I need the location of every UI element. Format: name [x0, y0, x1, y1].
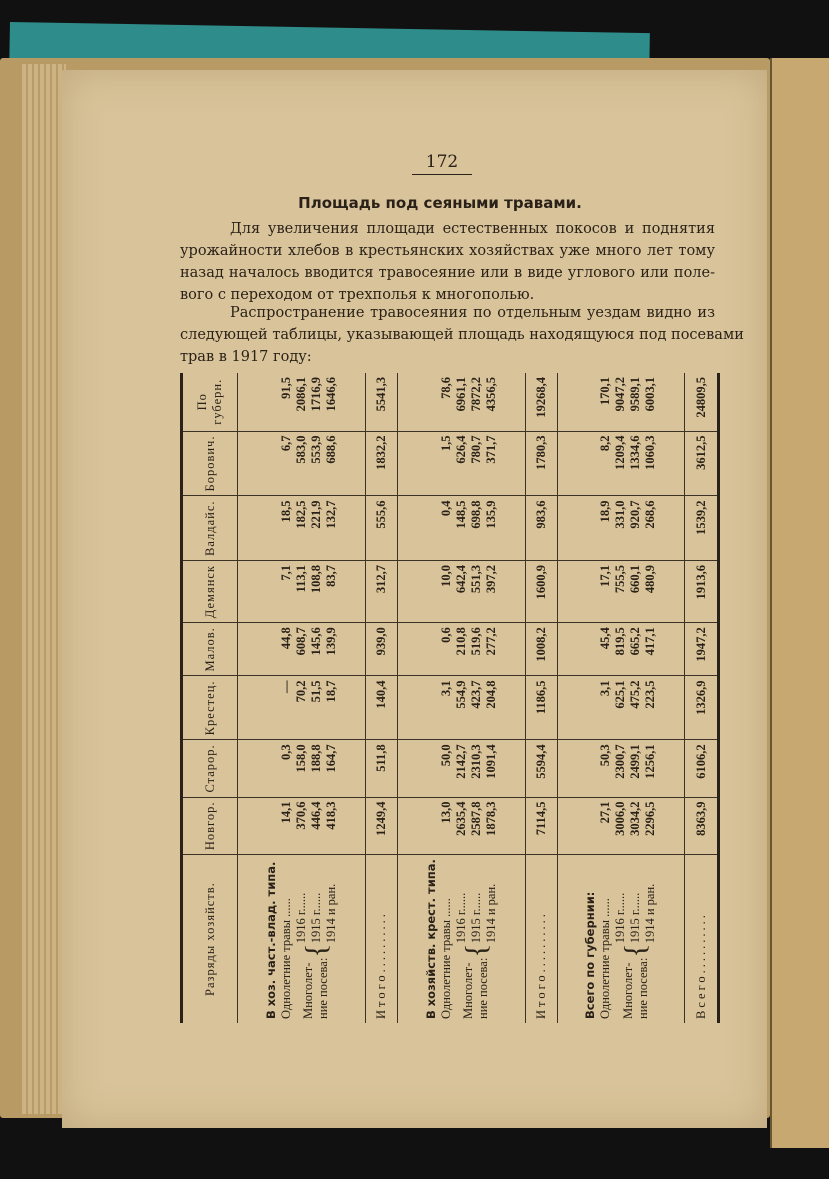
cell-value: 18,5: [278, 500, 293, 523]
cell-value: 608,7: [293, 627, 308, 656]
cell-value: 70,2: [293, 680, 308, 703]
total-value: 140,4: [365, 676, 397, 740]
year-label: 1916 г......: [293, 892, 308, 944]
paragraph-2-line: следующей таблицы, указывающей площадь находящуюся под посевами: [180, 327, 744, 343]
column-header: Борович.: [182, 431, 238, 496]
year-label: 1914 и ран.: [483, 883, 498, 944]
paragraph-1-line: вого с переходом от трехполья к многополью.: [180, 287, 535, 303]
year-label: 1915 г......: [468, 892, 483, 944]
facing-page-edge: [770, 58, 829, 1148]
perennial-label: ние посева:: [476, 957, 491, 1019]
cell-value: 920,7: [628, 500, 643, 529]
cell-value: 2635,4: [453, 801, 468, 836]
value-cell: [557, 623, 685, 676]
value-cell: [238, 740, 366, 797]
row-group-label: [397, 855, 525, 1023]
cell-value: 148,5: [453, 500, 468, 529]
row-group-label: [238, 855, 366, 1023]
cell-value: 83,7: [323, 564, 338, 587]
paragraph-1-line: назад началось вводится травосеяние или в виде углового или поле-: [180, 265, 715, 281]
column-header: Валдайс.: [182, 496, 238, 561]
cell-value: 18,9: [598, 500, 613, 523]
cell-value: 170,1: [598, 377, 613, 406]
cell-value: 2086,1: [293, 377, 308, 412]
total-value: 1913,6: [685, 560, 719, 622]
cell-value: 182,5: [293, 500, 308, 529]
brace-symbol: {: [459, 943, 493, 958]
column-header: Малов.: [182, 623, 238, 676]
page-stack-edge: [22, 64, 66, 1114]
total-value: 1600,9: [525, 560, 557, 622]
cell-value: 91,5: [278, 377, 293, 399]
cell-value: 688,6: [323, 435, 338, 464]
year-label: 1914 и ран.: [323, 883, 338, 944]
cell-value: 164,7: [323, 744, 338, 773]
value-cell: [557, 373, 685, 431]
total-value: 511,8: [365, 740, 397, 797]
perennial-label: ние посева:: [316, 957, 331, 1019]
cell-value: 665,2: [628, 627, 643, 656]
cell-value: 3,1: [438, 680, 453, 697]
cell-value: 819,5: [613, 627, 628, 656]
cell-value: 3,1: [598, 680, 613, 697]
cell-value: 554,9: [453, 680, 468, 709]
value-cell: [397, 623, 525, 676]
cell-value: 6003,1: [643, 377, 658, 412]
total-value: 19268,4: [525, 373, 557, 431]
table-row: [557, 373, 685, 1023]
cell-value: 10,0: [438, 564, 453, 587]
cell-value: 0,3: [278, 744, 293, 760]
cell-value: 2310,3: [468, 744, 483, 779]
column-header: Новгор.: [182, 797, 238, 855]
section-heading: В хозяйств. крест. типа.: [423, 859, 438, 1019]
cell-value: 50,0: [438, 744, 453, 767]
cell-value: 0,6: [438, 627, 453, 643]
total-value: 3612,5: [685, 431, 719, 496]
section-heading: Всего по губернии:: [583, 891, 598, 1019]
table-body: [238, 373, 719, 1023]
cell-value: 158,0: [293, 744, 308, 773]
cell-value: 1256,1: [643, 744, 658, 779]
perennial-label: Многолет-: [301, 962, 316, 1019]
cell-value: 755,5: [613, 564, 628, 594]
value-cell: [238, 560, 366, 622]
cell-value: —: [278, 680, 293, 693]
cell-value: 1334,6: [628, 435, 643, 470]
value-cell: [238, 373, 366, 431]
cell-value: 642,4: [453, 564, 468, 594]
total-value: 1326,9: [685, 676, 719, 740]
total-value: 1008,2: [525, 623, 557, 676]
cell-value: 371,7: [483, 435, 498, 464]
cell-value: 2142,7: [453, 744, 468, 779]
cell-value: 1209,4: [613, 435, 628, 470]
cell-value: 221,9: [308, 500, 323, 529]
total-value: 1539,2: [685, 496, 719, 561]
total-value: 1249,4: [365, 797, 397, 855]
cell-value: 0,4: [438, 500, 453, 517]
cell-value: 9589,1: [628, 377, 643, 412]
paragraph-2: [180, 302, 744, 368]
cell-value: 7872,2: [468, 377, 483, 412]
cell-value: 480,9: [643, 564, 658, 594]
year-label: 1914 и ран.: [643, 883, 658, 944]
value-cell: [397, 740, 525, 797]
value-cell: [238, 797, 366, 855]
cell-value: 1060,3: [643, 435, 658, 470]
value-cell: [397, 496, 525, 561]
cell-value: 2296,5: [643, 801, 658, 836]
cell-value: 268,6: [643, 500, 658, 529]
cell-value: 626,4: [453, 435, 468, 464]
cell-value: 417,1: [643, 627, 658, 656]
cell-value: 625,1: [613, 680, 628, 709]
cell-value: 132,7: [323, 500, 338, 529]
value-cell: [557, 676, 685, 740]
brace-symbol: {: [618, 943, 652, 958]
value-cell: [238, 676, 366, 740]
value-cell: [397, 560, 525, 622]
year-label: 1915 г......: [308, 892, 323, 944]
value-cell: [557, 560, 685, 622]
total-value: 983,6: [525, 496, 557, 561]
cell-value: 1878,3: [483, 801, 498, 836]
total-value: 939,0: [365, 623, 397, 676]
annual-label: Однолетние травы ......: [278, 898, 293, 1019]
cell-value: 370,6: [293, 801, 308, 830]
section-heading: В хоз. част.-влад. типа.: [263, 861, 278, 1019]
total-value: 1947,2: [685, 623, 719, 676]
cell-value: 44,8: [278, 627, 293, 650]
cell-value: 8,2: [598, 435, 613, 452]
cell-value: 418,3: [323, 801, 338, 830]
header-label: Разряды хозяйств.: [182, 855, 238, 1023]
cell-value: 51,5: [308, 680, 323, 703]
cell-value: 475,2: [628, 680, 643, 709]
annual-label: Однолетние травы ......: [438, 898, 453, 1019]
column-header: Старор.: [182, 740, 238, 797]
section-title: Площадь под сеяными травами.: [298, 194, 582, 212]
cell-value: 78,6: [438, 377, 453, 399]
cell-value: 113,1: [293, 564, 308, 593]
cell-value: 4356,5: [483, 377, 498, 412]
cell-value: 3006,0: [613, 801, 628, 836]
table-row: [238, 373, 366, 1023]
value-cell: [238, 496, 366, 561]
year-label: 1915 г......: [628, 892, 643, 944]
total-value: 1186,5: [525, 676, 557, 740]
cell-value: 519,6: [468, 627, 483, 656]
value-cell: [397, 431, 525, 496]
value-cell: [238, 431, 366, 496]
cell-value: 204,8: [483, 680, 498, 709]
cell-value: 331,0: [613, 500, 628, 529]
paragraph-1-line: Для увеличения площади естественных покосов и поднятия: [230, 221, 715, 237]
total-row: [365, 373, 397, 1023]
cell-value: 1646,6: [323, 377, 338, 412]
cell-value: 6961,1: [453, 377, 468, 412]
total-value: 312,7: [365, 560, 397, 622]
cell-value: 139,9: [323, 627, 338, 656]
paragraph-1-line: урожайности хлебов в крестьянских хозяйствах уже много лет тому: [180, 243, 715, 259]
value-cell: [397, 797, 525, 855]
total-row: [685, 373, 719, 1023]
page-number: 172: [412, 152, 472, 175]
rotated-table-area: [180, 373, 720, 1023]
cell-value: 6,7: [278, 435, 293, 452]
cell-value: 108,8: [308, 564, 323, 594]
cell-value: 18,7: [323, 680, 338, 703]
cell-value: 145,6: [308, 627, 323, 656]
cell-value: 14,1: [278, 801, 293, 824]
column-header: Крестец.: [182, 676, 238, 740]
total-label: Всего..........: [685, 855, 719, 1023]
cell-value: 660,1: [628, 564, 643, 594]
total-value: 24809,5: [685, 373, 719, 431]
cell-value: 1,5: [438, 435, 453, 452]
cell-value: 188,8: [308, 744, 323, 773]
cell-value: 553,9: [308, 435, 323, 464]
paragraph-2-line: трав в 1917 году:: [180, 349, 312, 365]
total-row: [525, 373, 557, 1023]
row-group-label: [557, 855, 685, 1023]
value-cell: [238, 623, 366, 676]
cell-value: 780,7: [468, 435, 483, 464]
cell-value: 446,4: [308, 801, 323, 830]
cell-value: 210,8: [453, 627, 468, 656]
brace-symbol: {: [299, 943, 333, 958]
cell-value: 223,5: [643, 680, 658, 709]
perennial-label: ние посева:: [635, 957, 650, 1019]
value-cell: [557, 431, 685, 496]
cell-value: 7,1: [278, 564, 293, 581]
total-label: Итого..........: [365, 855, 397, 1023]
value-cell: [397, 676, 525, 740]
cell-value: 277,2: [483, 627, 498, 656]
total-label: Итого..........: [525, 855, 557, 1023]
total-value: 555,6: [365, 496, 397, 561]
cell-value: 583,0: [293, 435, 308, 464]
cell-value: 27,1: [598, 801, 613, 824]
cell-value: 2499,1: [628, 744, 643, 779]
cell-value: 45,4: [598, 627, 613, 650]
total-value: 7114,5: [525, 797, 557, 855]
perennial-label: Многолет-: [461, 962, 476, 1019]
total-value: 1780,3: [525, 431, 557, 496]
cell-value: 423,7: [468, 680, 483, 709]
cell-value: 9047,2: [613, 377, 628, 412]
column-header: По губерн.: [182, 373, 238, 431]
perennial-label: Многолет-: [620, 962, 635, 1019]
total-value: 5594,4: [525, 740, 557, 797]
total-value: 5541,3: [365, 373, 397, 431]
year-label: 1916 г......: [453, 892, 468, 944]
cell-value: 551,3: [468, 564, 483, 594]
cell-value: 1716,9: [308, 377, 323, 412]
cell-value: 1091,4: [483, 744, 498, 779]
cell-value: 135,9: [483, 500, 498, 529]
total-value: 8363,9: [685, 797, 719, 855]
cell-value: 3034,2: [628, 801, 643, 836]
paragraph-2-line: Распространение травосеяния по отдельным уездам видно из: [230, 305, 715, 321]
grass-area-table: [180, 373, 720, 1023]
column-header: Демянск: [182, 560, 238, 622]
annual-label: Однолетние травы ......: [598, 898, 613, 1019]
cell-value: 50,3: [598, 744, 613, 767]
value-cell: [397, 373, 525, 431]
value-cell: [557, 496, 685, 561]
cell-value: 2587,8: [468, 801, 483, 836]
total-value: 6106,2: [685, 740, 719, 797]
cell-value: 17,1: [598, 564, 613, 587]
year-label: 1916 г......: [613, 892, 628, 944]
total-value: 1832,2: [365, 431, 397, 496]
table-row: [397, 373, 525, 1023]
paragraph-1: [180, 218, 715, 306]
cell-value: 13,0: [438, 801, 453, 824]
cell-value: 397,2: [483, 564, 498, 594]
value-cell: [557, 797, 685, 855]
cell-value: 2300,7: [613, 744, 628, 779]
value-cell: [557, 740, 685, 797]
cell-value: 698,8: [468, 500, 483, 529]
